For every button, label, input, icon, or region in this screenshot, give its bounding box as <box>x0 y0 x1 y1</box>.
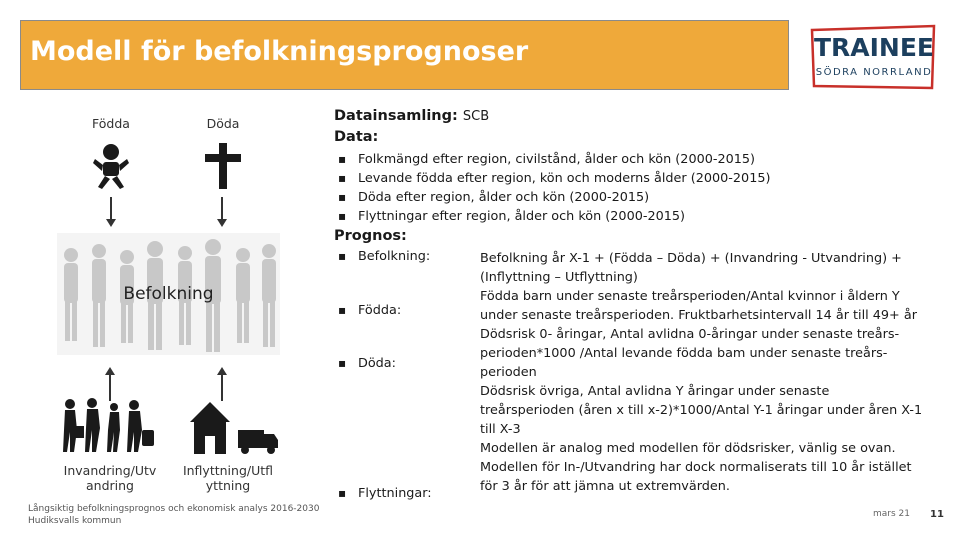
prognos-line: Dödsrisk övriga, Antal avlidna Y åringar under senaste <box>480 384 830 399</box>
page-number: 11 <box>930 509 944 520</box>
datainsamling-title: Datainsamling: <box>334 108 458 124</box>
prognos-term-befolkning: ▪ Befolkning: <box>336 249 960 264</box>
prognos-line: till X-3 <box>480 422 521 437</box>
arrow-deaths <box>221 197 223 220</box>
moving-label-line1: Inflyttning/Utfl <box>182 463 274 478</box>
datainsamling-heading <box>334 108 489 124</box>
moving-label-line2: yttning <box>205 478 251 493</box>
prognos-descriptions <box>480 249 940 496</box>
data-item: ▪ Flyttningar efter region, ålder och kön (2000-2015) <box>336 207 770 226</box>
prognos-line: Modellen för In-/Utvandring har dock normaliserats till 10 år istället <box>480 460 912 475</box>
baby-icon <box>92 143 130 195</box>
prognos-line: Befolkning år X-1 + (Födda – Döda) + (Invandring - Utvandring) + <box>480 251 902 266</box>
births-label: Födda <box>92 116 130 131</box>
data-item: ▪ Levande födda efter region, kön och moderns ålder (2000-2015) <box>336 169 770 188</box>
prognos-term-fodda: ▪ Födda: <box>336 303 960 318</box>
prognos-line: Modellen är analog med modellen för dödsrisker, vänlig se ovan. <box>480 441 896 456</box>
prognos-term-flyttningar: ▪ Flyttningar: <box>336 486 960 501</box>
immigration-label-line2: andring <box>86 478 134 493</box>
migrants-icon <box>58 398 158 458</box>
prognos-line: (Inflyttning – Utflyttning) <box>480 270 638 285</box>
cross-icon <box>203 143 243 193</box>
prognos-term-doda: ▪ Döda: <box>336 356 960 371</box>
footer-date: mars 21 <box>873 509 910 519</box>
data-list <box>336 150 770 226</box>
prognos-line: treårsperioden (åren x till x-2)*1000/Antal Y-1 åringar under åren X-1 <box>480 403 923 418</box>
prognos-heading: Prognos: <box>334 228 407 244</box>
data-item: ▪ Döda efter region, ålder och kön (2000-2015) <box>336 188 770 207</box>
immigration-label <box>58 463 162 493</box>
population-label: Befolkning <box>123 284 214 304</box>
footer-line1: Långsiktig befolkningsprognos och ekonomisk analys 2016-2030 <box>28 504 320 514</box>
arrow-moving <box>221 374 223 401</box>
trainee-logo <box>808 24 938 90</box>
arrow-immigration <box>109 374 111 401</box>
arrow-births <box>110 197 112 220</box>
page-title: Modell för befolkningsprognoser <box>30 36 529 67</box>
prognos-line: Dödsrisk 0- åringar, Antal avlidna 0-åringar under senaste treårs- <box>480 327 900 342</box>
footer-line2: Hudiksvalls kommun <box>28 516 122 526</box>
data-heading: Data: <box>334 129 379 145</box>
prognos-line: för 3 år för att jämna ut extremvärden. <box>480 479 730 494</box>
logo-text-sub: SÖDRA NORRLAND <box>815 67 933 78</box>
prognos-line: under senaste treårsperioden. Fruktbarhetsintervall 14 år till 49+ år <box>480 308 917 323</box>
logo-text-main: TRAINEE <box>813 33 935 62</box>
immigration-label-line1: Invandring/Utv <box>63 463 157 478</box>
prognos-line: Födda barn under senaste treårsperioden/Antal kvinnor i åldern Y <box>480 289 900 304</box>
prognos-line: perioden*1000 /Antal levande födda bam under senaste treårs- <box>480 346 888 361</box>
datainsamling-source: SCB <box>462 109 490 124</box>
deaths-label: Döda <box>206 116 240 131</box>
moving-label <box>176 463 280 493</box>
footer-source <box>28 503 319 527</box>
prognos-line: perioden <box>480 365 537 380</box>
data-item: ▪ Folkmängd efter region, civilstånd, ålder och kön (2000-2015) <box>336 150 770 169</box>
house-truck-icon <box>188 400 280 458</box>
